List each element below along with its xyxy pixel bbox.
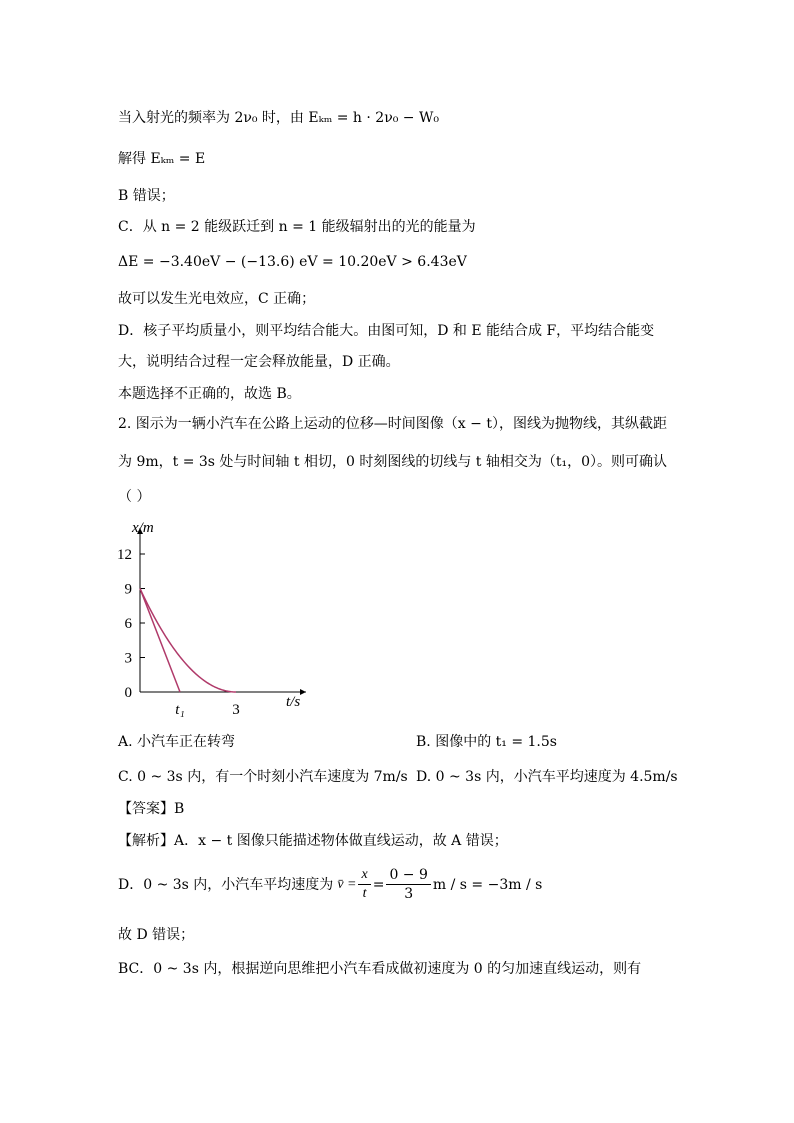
x-tick-label-t1: t₁	[175, 702, 185, 718]
y-tick-label-6: 6	[124, 616, 132, 632]
line-4: C．从 n = 2 能级跃迁到 n = 1 能级辐射出的光的能量为	[118, 219, 476, 235]
analysis-d	[118, 866, 542, 903]
analysis-a: 【解析】A．x − t 图像只能描述物体做直线运动，故 A 错误；	[118, 833, 508, 849]
answer-bracket: （ ）	[118, 489, 151, 505]
frac2-num: 0 − 9	[386, 866, 430, 885]
x-tick-label-3: 3	[232, 702, 240, 718]
question-2-stem: 2. 图示为一辆小汽车在公路上运动的位移—时间图像（x − t），图线为抛物线，其纵截距	[118, 416, 667, 432]
formula-rhs: m / s = −3m / s	[432, 876, 543, 893]
line-1: 当入射光的频率为 2ν₀ 时，由 Eₖₘ = h · 2ν₀ − W₀	[118, 110, 439, 126]
line-8: 大，说明结合过程一定会释放能量，D 正确。	[118, 354, 400, 370]
y-tick-label-9: 9	[124, 581, 132, 598]
y-tick-label-3: 3	[124, 650, 132, 667]
answer: 【答案】B	[118, 801, 185, 817]
y-tick-label-12: 12	[117, 547, 132, 563]
analysis-d-conclusion: 故 D 错误；	[118, 927, 195, 943]
choice-b[interactable]: B. 图像中的 t₁ = 1.5s	[416, 734, 557, 750]
choice-a[interactable]: A. 小汽车正在转弯	[118, 734, 236, 750]
choice-c[interactable]: C. 0 ~ 3s 内，有一个时刻小汽车速度为 7m/s	[118, 769, 408, 785]
y-tick-label-0: 0	[124, 685, 132, 701]
xt-chart	[110, 510, 340, 720]
line-9: 本题选择不正确的，故选 B。	[118, 386, 301, 402]
analysis-d-text: D．0 ~ 3s 内，小汽车平均速度为	[118, 876, 334, 893]
choice-d[interactable]: D. 0 ~ 3s 内，小汽车平均速度为 4.5m/s	[416, 769, 678, 785]
fraction-values	[386, 866, 430, 903]
formula	[337, 866, 542, 903]
question-2-stem-cont: 为 9m，t = 3s 处与时间轴 t 相切，0 时刻图线的切线与 t 轴相交为（t₁，0）。则可确认	[118, 454, 667, 470]
line-5: ΔE = −3.40eV − (−13.6) eV = 10.20eV > 6.43eV	[118, 254, 467, 270]
y-axis-label: x/m	[132, 520, 154, 536]
fraction-x-over-t	[358, 866, 370, 903]
analysis-bc: BC．0 ~ 3s 内，根据逆向思维把小汽车看成做初速度为 0 的匀加速直线运动，则有	[118, 961, 642, 977]
x-axis-label: t/s	[286, 694, 301, 710]
parabola-curve	[140, 589, 236, 693]
formula-eq: =	[372, 876, 385, 893]
line-7: D．核子平均质量小，则平均结合能大。由图可知，D 和 E 能结合成 F，平均结合能变	[118, 323, 655, 339]
frac1-num: x	[358, 866, 370, 885]
line-6: 故可以发生光电效应，C 正确；	[118, 291, 316, 307]
line-3: B 错误；	[118, 188, 175, 204]
line-2: 解得 Eₖₘ = E	[118, 151, 206, 167]
formula-lhs: v̄ =	[337, 876, 357, 892]
tangent-line	[140, 589, 180, 693]
frac2-den: 3	[404, 886, 414, 902]
frac1-den: t	[362, 886, 367, 901]
